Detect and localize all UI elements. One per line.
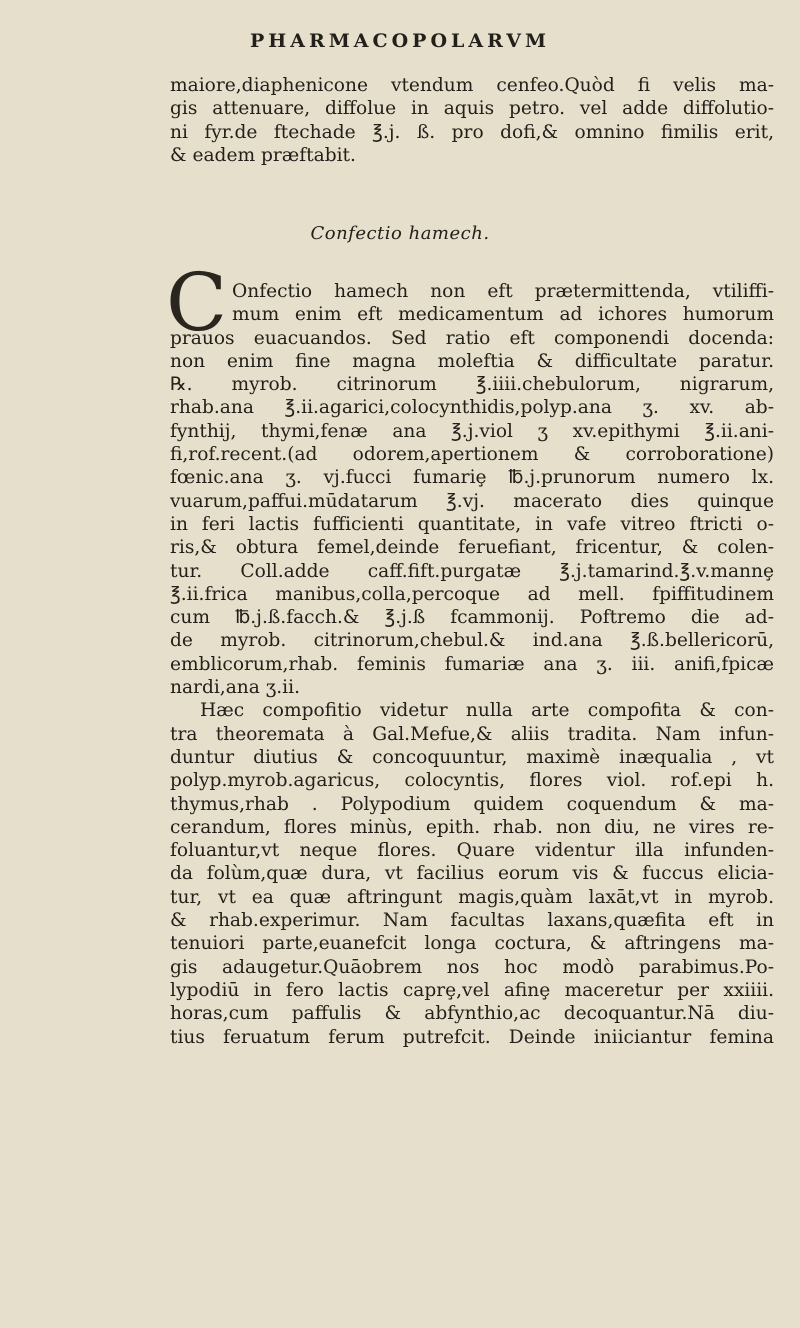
text-line: fynthij, thymi,fenæ ana ℥.j.viol ʒ xv.epithymi ℥.ii.ani- bbox=[170, 420, 774, 442]
text-line: cum ℔.j.ß.facch.& ℥.j.ß fcammonij. Poftremo die ad- bbox=[170, 607, 774, 629]
text-line: emblicorum,rhab. feminis fumariæ ana ʒ. iii. anifi,fpicæ bbox=[170, 653, 774, 675]
text-line: fi,rof.recent.(ad odorem,apertionem & corroboratione) bbox=[170, 444, 774, 466]
text-line: mum enim eft medicamentum ad ichores humorum bbox=[232, 304, 774, 326]
text-line: prauos euacuandos. Sed ratio eft componendi docenda: bbox=[170, 327, 774, 349]
text-line: de myrob. citrinorum,chebul.& ind.ana ℥.ß.bellericorū, bbox=[170, 630, 774, 652]
text-line: rhab.ana ℥.ii.agarici,colocynthidis,polyp.ana ʒ. xv. ab- bbox=[170, 397, 774, 419]
text-line: nardi,ana ʒ.ii. bbox=[170, 677, 300, 699]
running-head: PHARMACOPOLARVM bbox=[249, 30, 551, 52]
text-line: ris,& obtura femel,deinde feruefiant, fricentur, & colen- bbox=[170, 537, 774, 559]
text-line: tra theoremata à Gal.Mefue,& aliis tradita. Nam infun- bbox=[170, 723, 774, 745]
text-line: tenuiori parte,euanefcit longa coctura, & aftringens ma- bbox=[170, 933, 774, 955]
text-line: tius feruatum ferum putrefcit. Deinde iniiciantur femina bbox=[170, 1026, 774, 1048]
text-line: & eadem præftabit. bbox=[170, 144, 356, 166]
paragraph-recipe bbox=[170, 280, 774, 1049]
text-line: gis attenuare, diffolue in aquis petro. vel adde diffolutio- bbox=[170, 98, 774, 120]
text-line: ni fyr.de ftechade ℥.j. ß. pro dofi,& omnino fimilis erit, bbox=[170, 121, 774, 143]
text-line: Onfectio hamech non eft prætermittenda, vtiliffi- bbox=[232, 281, 774, 302]
text-line: horas,cum paffulis & abfynthio,ac decoquantur.Nā diu- bbox=[170, 1003, 774, 1025]
paragraph-opening bbox=[170, 74, 774, 167]
text-line: tur, vt ea quæ aftringunt magis,quàm laxāt,vt in myrob. bbox=[170, 886, 774, 908]
text-line: maiore,diaphenicone vtendum cenfeo.Quòd fi velis ma- bbox=[170, 75, 774, 96]
text-line: gis adaugetur.Quāobrem nos hoc modò parabimus.Po- bbox=[170, 956, 774, 978]
text-line: in feri lactis fufficienti quantitate, in vafe vitreo ftricti o- bbox=[170, 513, 774, 535]
drop-cap-initial: C bbox=[166, 256, 228, 349]
text-line: Hæc compofitio videtur nulla arte compofita & con- bbox=[200, 700, 774, 722]
text-line: polyp.myrob.agaricus, colocyntis, flores viol. rof.epi h. bbox=[170, 770, 774, 792]
text-line: ℥.ii.frica manibus,colla,percoque ad mell. fpiffitudinem bbox=[170, 583, 774, 605]
text-line: thymus,rhab . Polypodium quidem coquendum & ma- bbox=[170, 793, 774, 815]
section-title: Confectio hamech. bbox=[310, 223, 490, 244]
text-line: lypodiū in fero lactis caprȩ,vel afinȩ maceretur per xxiiii. bbox=[170, 979, 774, 1001]
text-line: fœnic.ana ʒ. vj.fucci fumariȩ ℔.j.prunorum numero lx. bbox=[170, 467, 774, 489]
text-line: tur. Coll.adde caff.fift.purgatæ ℥.j.tamarind.℥.v.mannȩ bbox=[170, 560, 774, 582]
text-line: & rhab.experimur. Nam facultas laxans,quæfita eft in bbox=[170, 910, 774, 932]
text-line: ℞. myrob. citrinorum ℥.iiii.chebulorum, nigrarum, bbox=[170, 374, 774, 396]
text-line: da folùm,quæ dura, vt facilius eorum vis & fuccus elicia- bbox=[170, 863, 774, 885]
text-line: vuarum,paffui.mūdatarum ℥.vj. macerato dies quinque bbox=[170, 490, 774, 512]
text-line: duntur diutius & concoquuntur, maximè inæqualia , vt bbox=[170, 746, 774, 768]
text-line: cerandum, flores minùs, epith. rhab. non diu, ne vires re- bbox=[170, 816, 774, 838]
text-line: foluantur,vt neque flores. Quare videntur illa infunden- bbox=[170, 840, 774, 862]
text-line: non enim fine magna moleftia & difficultate paratur. bbox=[170, 350, 774, 372]
